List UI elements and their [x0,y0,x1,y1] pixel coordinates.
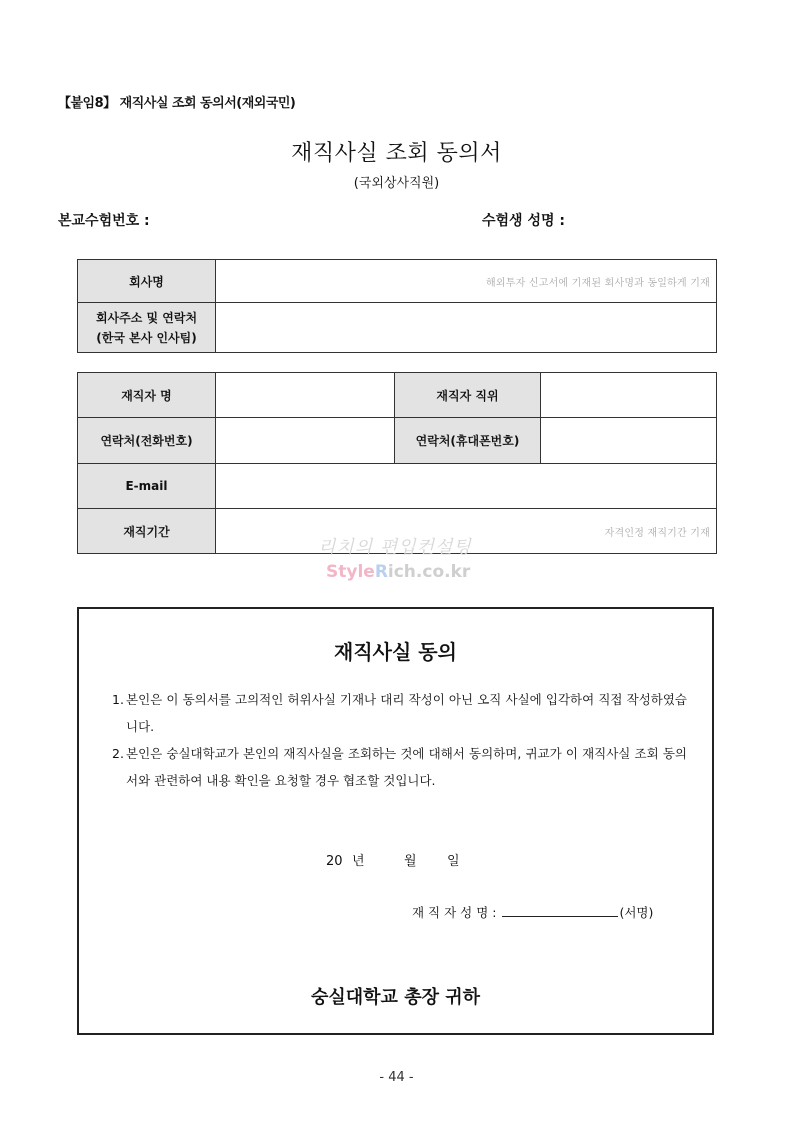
signature-blank[interactable] [502,904,618,917]
phone-field[interactable] [216,418,395,464]
employee-name-label: 재직자 명 [78,373,216,418]
signature-suffix: (서명) [619,905,654,920]
employee-info-table [77,372,717,554]
phone-label: 연락처(전화번호) [78,418,216,464]
watermark-url-part2: R [374,562,388,582]
company-address-label [78,303,216,353]
watermark-url-part3: ich.co.kr [387,562,471,582]
watermark-korean: 리치의 편입컨설팅 [318,537,472,558]
addressee: 숭실대학교 총장 귀하 [310,987,481,1008]
consent-clause-2 [112,740,687,794]
consent-title: 재직사실 동의 [334,640,457,664]
consent-box [77,607,714,1035]
attachment-title: 【붙임8】 재직사실 조회 동의서(재외국민) [58,96,296,111]
document-title: 재직사실 조회 동의서 [291,141,502,166]
company-address-label-line1: 회사주소 및 연락처 [95,310,198,325]
date-year-prefix: 20 [326,854,343,869]
company-name-label: 회사명 [78,260,216,303]
clause-text: 본인은 이 동의서를 고의적인 허위사실 기재나 대리 작성이 아닌 오직 사실에 입각하여 직접 작성하였습니다. [126,692,687,734]
date-line [326,850,460,869]
company-address-label-line2: (한국 본사 인사팀) [96,330,197,345]
page-number: - 44 - [379,1070,414,1085]
examinee-name-label: 수험생 성명 : [482,213,565,229]
signature-label: 재 직 자 성 명 : [412,905,497,920]
company-name-hint: 해외투자 신고서에 기재된 회사명과 동일하게 기재 [486,277,710,289]
exam-number-label: 본교수험번호 : [58,213,150,229]
watermark-url [326,562,470,582]
mobile-label: 연락처(휴대폰번호) [395,418,541,464]
date-month-label: 월 [404,854,417,869]
company-address-field[interactable] [216,303,717,353]
email-label: E-mail [78,464,216,509]
employee-position-label: 재직자 직위 [395,373,541,418]
company-info-table [77,259,717,353]
consent-clause-1 [112,686,687,740]
employee-position-field[interactable] [541,373,717,418]
company-name-field[interactable] [216,260,717,303]
signature-line [412,903,653,921]
date-year-label: 년 [352,854,365,869]
mobile-field[interactable] [541,418,717,464]
watermark-url-part1: Style [326,562,375,582]
email-field[interactable] [216,464,717,509]
document-subtitle: (국외상사직원) [353,176,440,191]
clause-text: 본인은 숭실대학교가 본인의 재직사실을 조회하는 것에 대해서 동의하며, 귀교가 이 재직사실 조회 동의서와 관련하여 내용 확인을 요청할 경우 협조할 것입니다. [126,746,687,788]
clause-number: 1. [112,692,124,707]
clause-number: 2. [112,746,124,761]
employment-period-label: 재직기간 [78,509,216,554]
employment-period-hint: 자격인정 재직기간 기재 [604,528,710,539]
date-day-label: 일 [447,854,460,869]
employee-name-field[interactable] [216,373,395,418]
